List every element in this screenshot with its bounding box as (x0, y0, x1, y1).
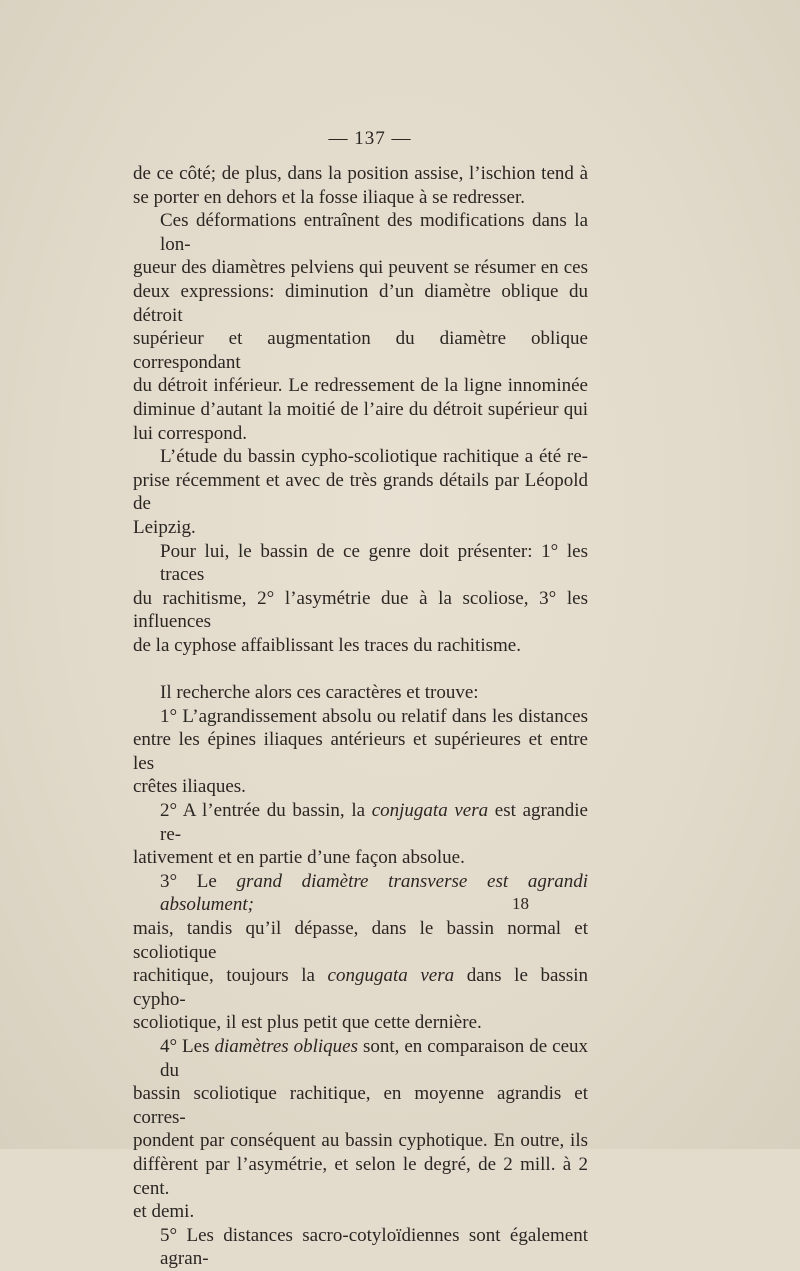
text-line: gueur des diamètres pelviens qui peuvent se résumer en ces (133, 257, 588, 279)
paragraph (133, 209, 588, 445)
text-line: 4° Les diamètres obliques sont, en comparaison de ceux du (160, 1035, 589, 1081)
text-line: deux expressions: diminution d’un diamètre oblique du détroit (133, 280, 588, 326)
paragraph (133, 445, 588, 539)
text-line: rachitique, toujours la congugata vera dans le bassin cypho- (133, 965, 588, 1010)
text-line: L’étude du bassin cypho-scoliotique rachitique a été re- (160, 446, 588, 468)
italic-term: conjugata vera (371, 800, 489, 822)
text-line: et demi. (133, 1201, 195, 1223)
text-line: pondent par conséquent au bassin cyphotique. En outre, ils (133, 1130, 588, 1152)
text-line: bassin scoliotique rachitique, en moyenne agrandis et corres- (133, 1083, 588, 1128)
paragraph (133, 1224, 588, 1271)
paragraph (133, 162, 588, 209)
text-line: Pour lui, le bassin de ce genre doit présenter: 1° les traces (160, 540, 588, 586)
text-line: lui correspond. (133, 422, 247, 444)
paragraph (133, 705, 588, 799)
paragraph (133, 1035, 588, 1224)
text-line: diffèrent par l’asymétrie, et selon le degré, de 2 mill. à 2 cent. (133, 1153, 588, 1199)
text-line: de la cyphose affaiblissant les traces du rachitisme. (133, 634, 521, 656)
text-line: 1° L’agrandissement absolu ou relatif dans les distances (160, 705, 588, 727)
text-line: crêtes iliaques. (133, 776, 246, 798)
page-number: — 137 — (328, 128, 412, 149)
italic-term: diamètres obliques (214, 1035, 359, 1057)
text-line: Il recherche alors ces caractères et trouve: (160, 682, 479, 704)
italic-term: congugata vera (327, 965, 455, 987)
text-line: de ce côté; de plus, dans la position assise, l’ischion tend à (133, 163, 588, 184)
text-line: scoliotique, il est plus petit que cette dernière. (133, 1012, 482, 1034)
text-line: mais, tandis qu’il dépasse, dans le bassin normal et scoliotique (133, 918, 588, 963)
paragraph (133, 799, 588, 870)
paragraph (133, 540, 588, 658)
text-line: 2° A l’entrée du bassin, la conjugata vera est agrandie re- (160, 800, 588, 845)
text-line: Leipzig. (133, 516, 196, 538)
text-line: diminue d’autant la moitié de l’aire du détroit supérieur qui (133, 398, 588, 420)
text-line: se porter en dehors et la fosse iliaque à se redresser. (133, 186, 525, 208)
text-line: 3° Le grand diamètre transverse est agrandi absolument; (160, 870, 588, 916)
text-line: prise récemment et avec de très grands détails par Léopold de (133, 469, 588, 515)
text-line: Ces déformations entraînent des modifications dans la lon- (160, 210, 588, 255)
text-line: supérieur et augmentation du diamètre oblique correspondant (133, 328, 588, 373)
body-text (133, 162, 588, 1271)
text-line: du rachitisme, 2° l’asymétrie due à la scoliose, 3° les influences (133, 587, 588, 633)
signature-mark: 18 (512, 894, 529, 913)
italic-term: grand diamètre transverse est agrandi absolument; (160, 870, 588, 916)
text-line: lativement et en partie d’une façon absolue. (133, 847, 465, 869)
paragraph (133, 681, 588, 705)
text-line: entre les épines iliaques antérieurs et supérieures et entre les (133, 729, 588, 774)
text-line: 5° Les distances sacro-cotyloïdiennes sont également agran- (160, 1224, 588, 1270)
text-line: du détroit inférieur. Le redressement de la ligne innominée (133, 375, 588, 397)
